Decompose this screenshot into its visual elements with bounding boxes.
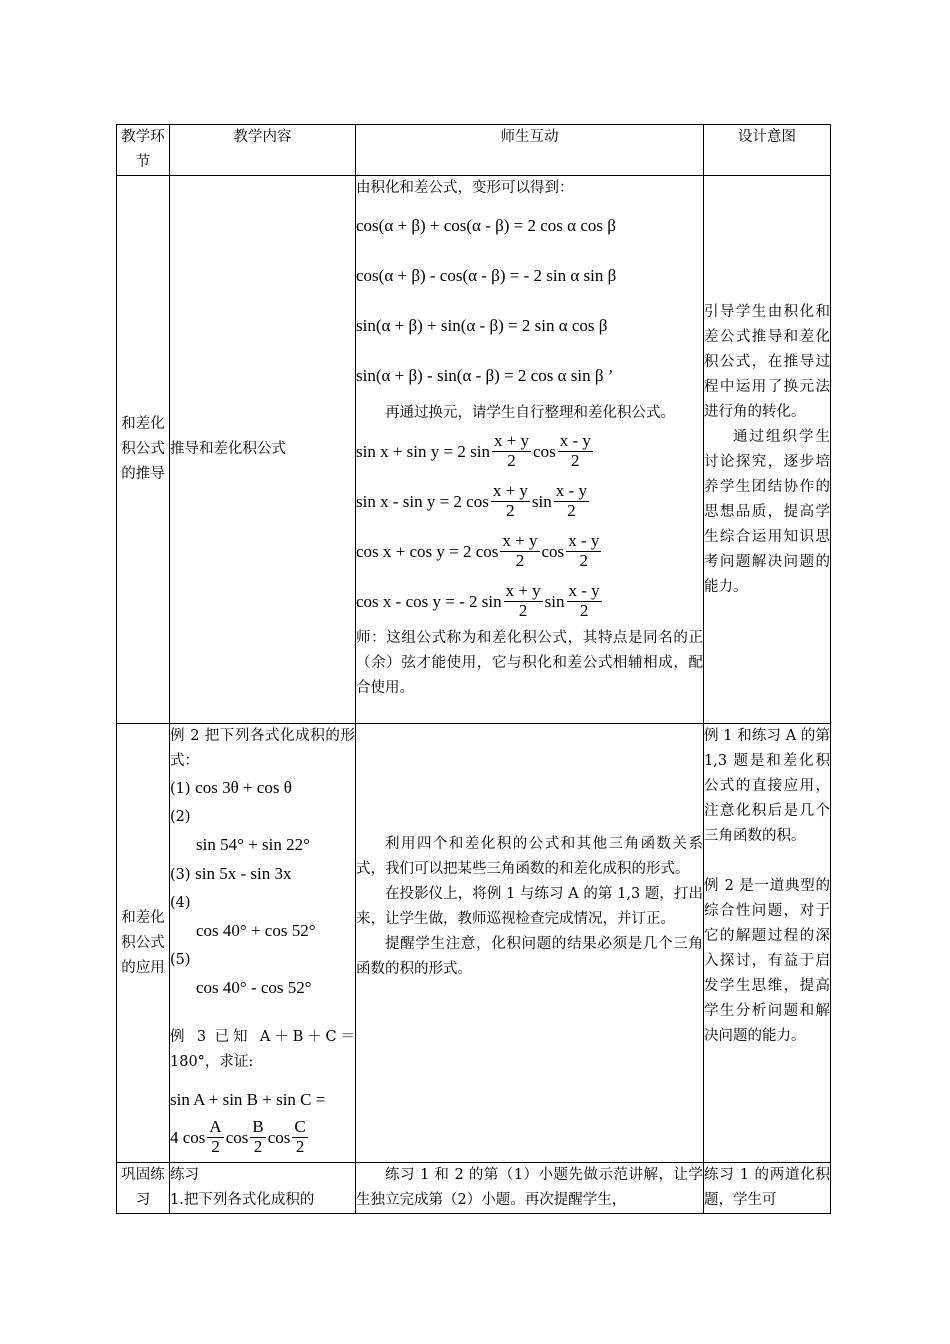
teacher-note: 师：这组公式称为和差化积公式，其特点是同名的正（余）弦才能使用，它与积化和差公式相辅相成，配合使用。 <box>356 630 703 696</box>
lesson-plan-table <box>116 124 831 1214</box>
row-practice <box>117 1163 831 1214</box>
formula-1: cos(α + β) + cos(α - β) = 2 cos α cos β <box>356 216 616 235</box>
interaction-application <box>356 724 704 1163</box>
content-derivation: 推导和差化积公式 <box>170 176 356 724</box>
header-intent: 设计意图 <box>704 125 831 176</box>
interaction-application-3: 提醒学生注意，化积问题的结果必须是几个三角函数的积的形式。 <box>356 936 703 977</box>
sum-to-product-4: cos x - cos y = - 2 sin $\frac{x + y}{2}$ sin $\frac{x - y}{2}$ <box>356 580 600 620</box>
example-2-item-2: (2) sin 54° + sin 22° <box>170 809 310 854</box>
substitution-text: 再通过换元，请学生自行整理和差化积公式。 <box>385 405 675 421</box>
interaction-application-2: 在投影仪上，将例 1 与练习 A 的第 1,3 题，打出来，让学生做，教师巡视检查完成情况，并订正。 <box>356 886 703 927</box>
sum-to-product-3: cos x + cos y = 2 cos $\frac{x + y}{2}$ cos $\frac{x - y}{2}$ <box>356 530 600 570</box>
formula-3: sin(α + β) + sin(α - β) = 2 sin α cos β <box>356 316 608 335</box>
interaction-application-1: 利用四个和差化积的公式和其他三角函数关系式，我们可以把某些三角函数的和差化成积的形式。 <box>356 836 703 877</box>
content-application <box>170 724 356 1163</box>
intent-application-1: 例 1 和练习 A 的第 1,3 题是和差化积公式的直接应用，注意化积后是几个三角函数的积。 <box>704 728 830 844</box>
example-2-item-4: (4) cos 40° + cos 52° <box>170 895 316 940</box>
intent-derivation-2: 通过组织学生讨论探究，逐步培养学生团结协作的思想品质，提高学生综合运用知识思考问题解决问题的能力。 <box>704 428 830 595</box>
formula-2: cos(α + β) - cos(α - β) = - 2 sin α sin β <box>356 266 617 285</box>
interaction-derivation <box>356 176 704 724</box>
header-row <box>117 125 831 176</box>
header-interaction: 师生互动 <box>356 125 704 176</box>
intent-application <box>704 724 831 1163</box>
example-2-title: 例 2 把下列各式化成积的形式： <box>170 728 355 769</box>
header-content: 教学内容 <box>170 125 356 176</box>
interaction-practice: 练习 1 和 2 的第（1）小题先做示范讲解，让学生独立完成第（2）小题。再次提醒学生， <box>356 1163 704 1214</box>
stage-derivation: 和差化积公式的推导 <box>117 176 170 724</box>
formula-4: sin(α + β) - sin(α - β) = 2 cos α sin β ’ <box>356 366 614 385</box>
row-application <box>117 724 831 1163</box>
intent-derivation <box>704 176 831 724</box>
example-3-title: 例 3 已知 A＋B＋C＝180°，求证: <box>170 1029 355 1070</box>
practice-item-1: 1.把下列各式化成积的 <box>170 1192 315 1208</box>
content-practice <box>170 1163 356 1214</box>
sum-to-product-2: sin x - sin y = 2 cos $\frac{x + y}{2}$ sin $\frac{x - y}{2}$ <box>356 480 587 520</box>
practice-title: 练习 <box>170 1167 199 1183</box>
example-3-line-2: 4 cos $\frac{A}{2}$ cos $\frac{B}{2}$ cos $\frac{C}{2}$ <box>170 1116 306 1156</box>
stage-application: 和差化积公式的应用 <box>117 724 170 1163</box>
example-2-item-1: (1) cos 3θ + cos θ <box>170 778 292 797</box>
intent-practice: 练习 1 的两道化积题，学生可 <box>704 1163 831 1214</box>
example-2-item-5: (5) cos 40° - cos 52° <box>170 952 312 997</box>
intro-text: 由积化和差公式，变形可以得到： <box>356 180 574 196</box>
intent-application-2: 例 2 是一道典型的综合性问题，对于它的解题过程的深入探讨，有益于启发学生思维，提高学生分析问题和解决问题的能力。 <box>704 878 830 1044</box>
sum-to-product-1: sin x + sin y = 2 sin $\frac{x + y}{2}$ cos $\frac{x - y}{2}$ <box>356 430 591 470</box>
header-stage: 教学环节 <box>117 125 170 176</box>
example-2-item-3: (3) sin 5x - sin 3x <box>170 864 292 883</box>
row-derivation <box>117 176 831 724</box>
intent-derivation-1: 引导学生由积化和差公式推导和差化积公式，在推导过程中运用了换元法进行角的转化。 <box>704 303 830 420</box>
example-3-line-1: sin A + sin B + sin C = <box>170 1090 326 1109</box>
stage-practice: 巩固练习 <box>117 1163 170 1214</box>
